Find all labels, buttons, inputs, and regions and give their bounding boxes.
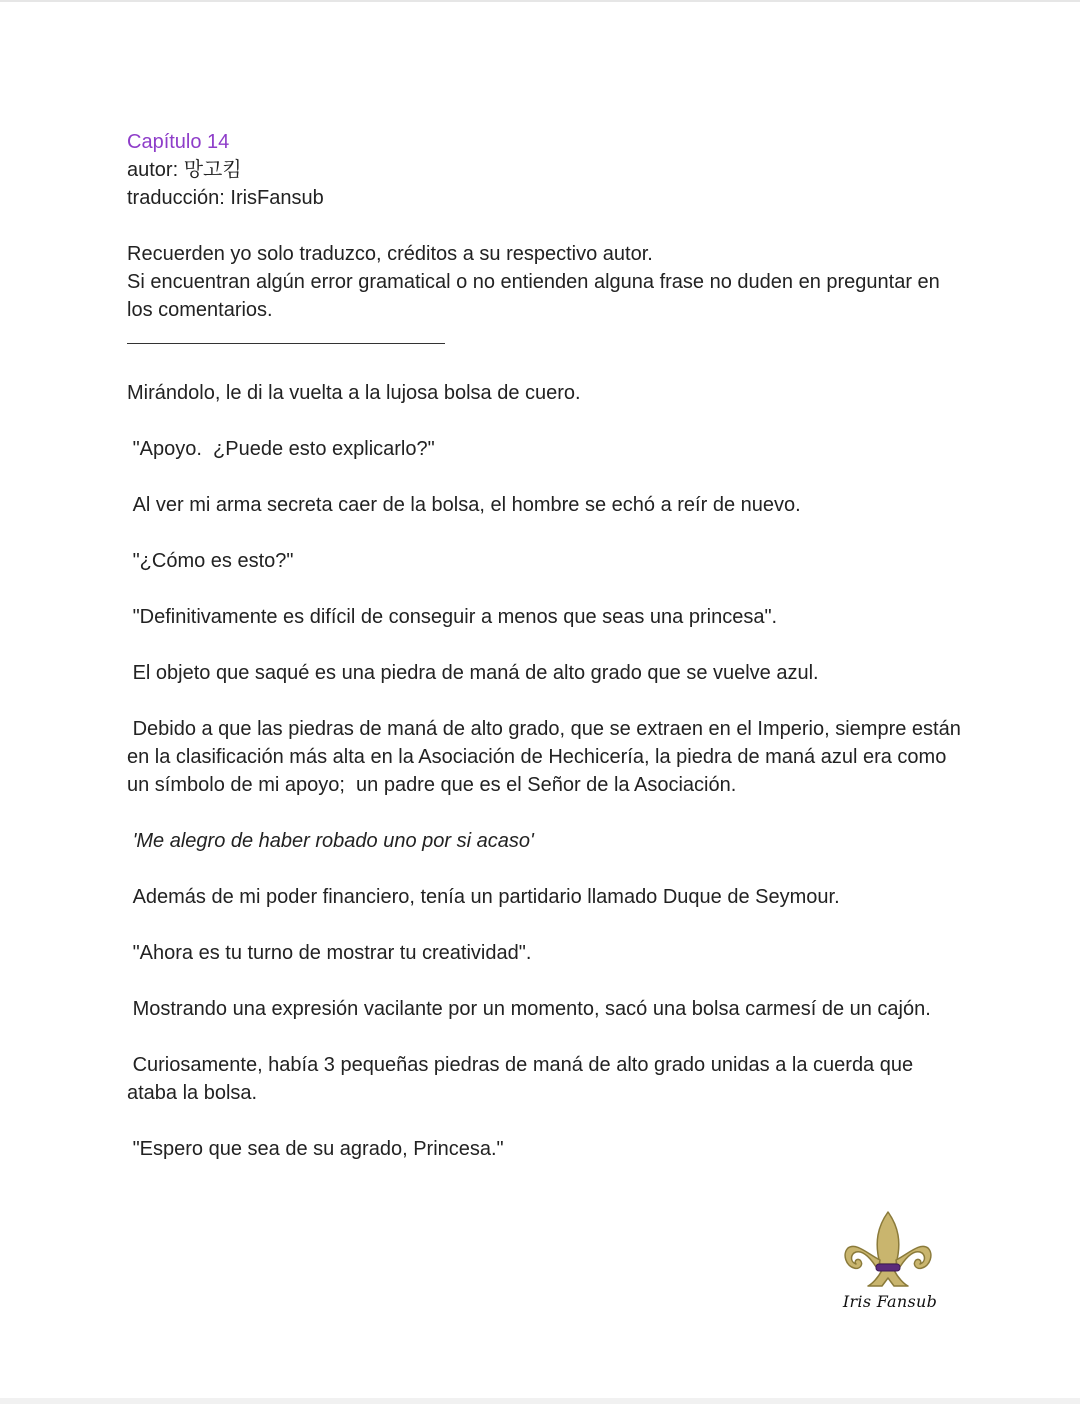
paragraph-3: Al ver mi arma secreta caer de la bolsa, el hombre se echó a reír de nuevo.	[127, 494, 801, 516]
paragraph-6: El objeto que saqué es una piedra de maná de alto grado que se vuelve azul.	[127, 662, 819, 684]
paragraph-10: "Ahora es tu turno de mostrar tu creatividad".	[127, 942, 532, 964]
fleur-de-lis-icon	[838, 1208, 938, 1292]
paragraph-5: "Definitivamente es difícil de conseguir a menos que seas una princesa".	[127, 606, 778, 628]
notice-line-1: Recuerden yo solo traduzco, créditos a su respectivo autor.	[127, 243, 653, 265]
iris-fansub-logo	[838, 1208, 938, 1320]
paragraph-13: "Espero que sea de su agrado, Princesa."	[127, 1138, 504, 1160]
paragraph-2: "Apoyo. ¿Puede esto explicarlo?"	[127, 438, 435, 460]
paragraph-11: Mostrando una expresión vacilante por un momento, sacó una bolsa carmesí de un cajón.	[127, 998, 931, 1020]
translation-line: traducción: IrisFansub	[127, 187, 324, 209]
document-body	[127, 128, 967, 1191]
paragraph-9: Además de mi poder financiero, tenía un partidario llamado Duque de Seymour.	[127, 886, 840, 908]
chapter-title: Capítulo 14	[127, 131, 230, 153]
bottom-edge	[0, 1398, 1080, 1404]
paragraph-7: Debido a que las piedras de maná de alto grado, que se extraen en el Imperio, siempre están en la clasificación más alta en la Asociación de Hechicería, la piedra de maná azul era como un símbolo de mi apoyo; un padre que es el Señor de la Asociación.	[127, 718, 967, 796]
spacer	[127, 344, 967, 379]
paragraph-1: Mirándolo, le di la vuelta a la lujosa bolsa de cuero.	[127, 382, 581, 404]
notice-line-2: Si encuentran algún error gramatical o no entienden alguna frase no duden en preguntar en los comentarios.	[127, 271, 946, 321]
logo-text: Iris Fansub	[842, 1292, 938, 1311]
paragraph-12: Curiosamente, había 3 pequeñas piedras de maná de alto grado unidas a la cuerda que ataba la bolsa.	[127, 1054, 919, 1104]
top-edge	[0, 0, 1080, 2]
paragraph-8-thought: 'Me alegro de haber robado uno por si acaso'	[127, 830, 534, 852]
spacer	[127, 212, 967, 240]
paragraph-4: "¿Cómo es esto?"	[127, 550, 294, 572]
author-line: autor: 망고킴	[127, 159, 242, 181]
